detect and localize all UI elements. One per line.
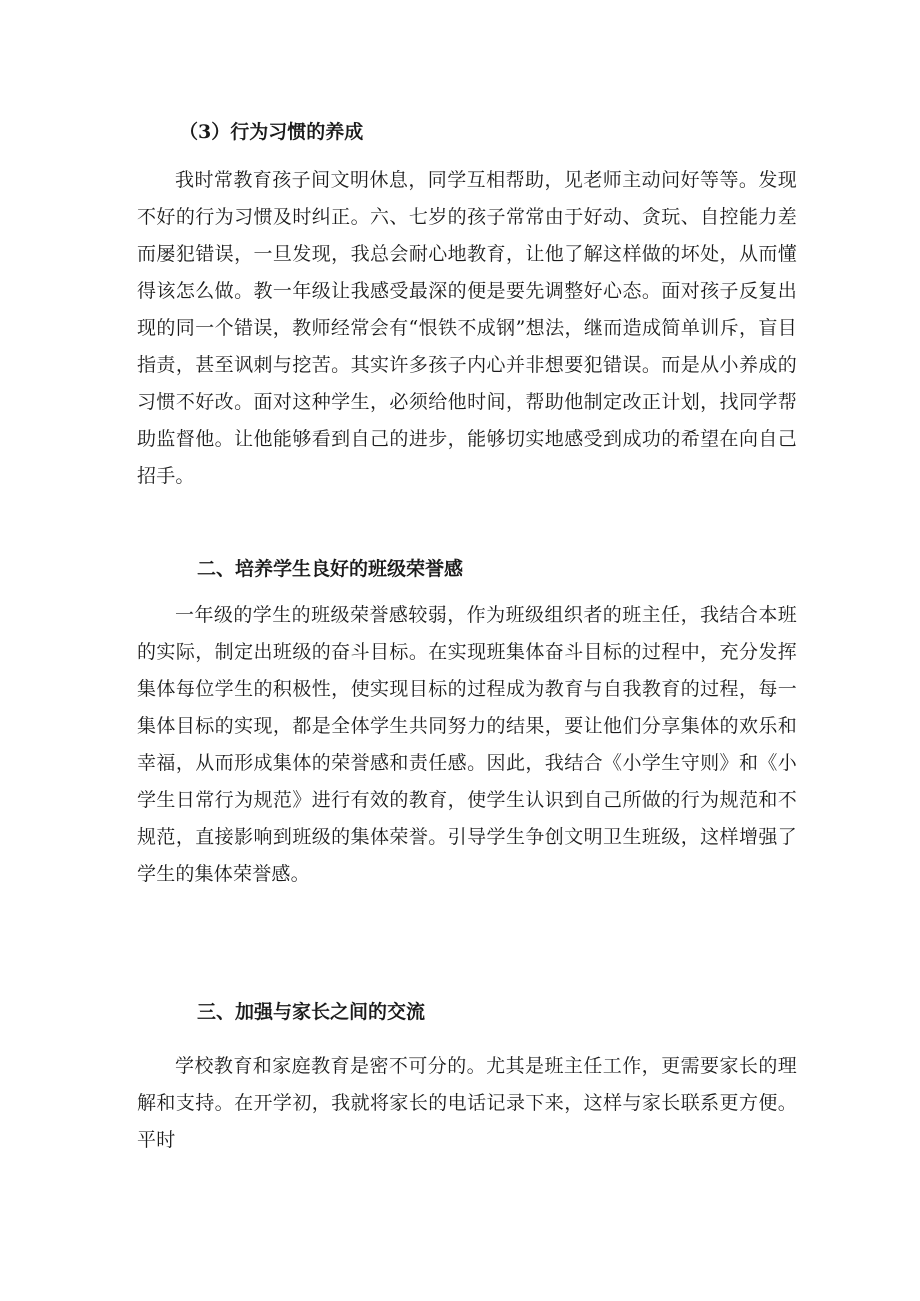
section-heading-parents: 三、加强与家长之间的交流 [197, 1001, 426, 1023]
section-heading-habit: （3）行为习惯的养成 [179, 121, 364, 143]
section-paragraph-honor: 一年级的学生的班级荣誉感较弱，作为班级组织者的班主任，我结合本班的实际，制定出班级的奋斗目标。在实现班集体奋斗目标的过程中，充分发挥集体每位学生的积极性，使实现目标的过程成为教育与自我教育的过程，每一集体目标的实现，都是全体学生共同努力的结果，要让他们分享集体的欢乐和幸福，从而形成集体的荣誉感和责任感。因此，我结合《小学生守则》和《小学生日常行为规范》进行有效的教育，使学生认识到自己所做的行为规范和不规范，直接影响到班级的集体荣誉。引导学生争创文明卫生班级，这样增强了学生的集体荣誉感。 [137, 604, 797, 885]
section-heading-honor: 二、培养学生良好的班级荣誉感 [197, 558, 464, 580]
section-paragraph-habit: 我时常教育孩子间文明休息，同学互相帮助，见老师主动问好等等。发现不好的行为习惯及时纠正。六、七岁的孩子常常由于好动、贪玩、自控能力差而屡犯错误，一旦发现，我总会耐心地教育，让他了解这样做的坏处，从而懂得该怎么做。教一年级让我感受最深的便是要先调整好心态。面对孩子反复出现的同一个错误，教师经常会有“恨铁不成钢”想法，继而造成简单训斥，盲目指责，甚至讽刺与挖苦。其实许多孩子内心并非想要犯错误。而是从小养成的习惯不好改。面对这种学生，必须给他时间，帮助他制定改正计划，找同学帮助监督他。让他能够看到自己的进步，能够切实地感受到成功的希望在向自己招手。 [137, 169, 797, 487]
section-paragraph-parents: 学校教育和家庭教育是密不可分的。尤其是班主任工作，更需要家长的理解和支持。在开学初，我就将家长的电话记录下来，这样与家长联系更方便。平时 [137, 1055, 797, 1151]
